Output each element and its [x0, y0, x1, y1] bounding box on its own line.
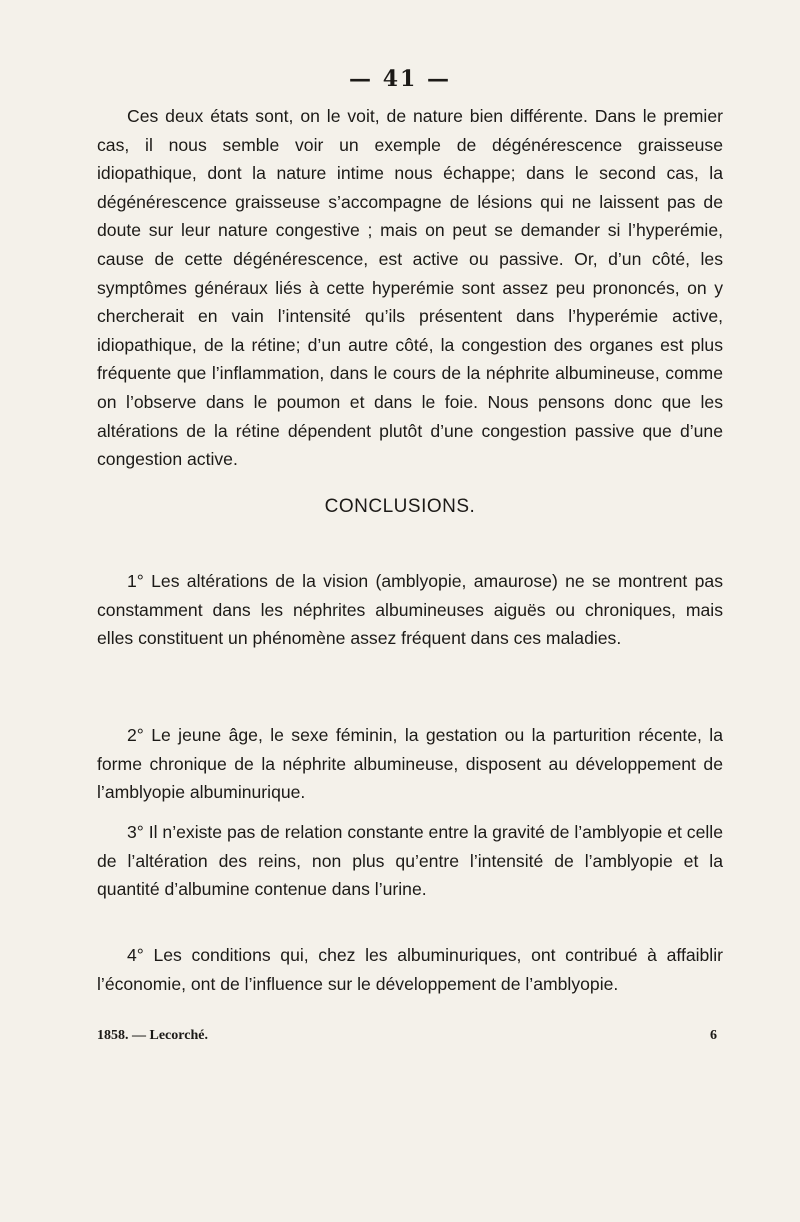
conclusion-4: 4° Les conditions qui, chez les albuminuriques, ont contribué à affaiblir l’économie, ont de l’influence sur le développement de l’amblyopie.	[97, 945, 723, 994]
conclusion-1: 1° Les altérations de la vision (amblyopie, amaurose) ne se montrent pas constamment dans les néphrites albumineuses aiguës ou chroniques, mais elles constituent un phénomène assez fréquent dans ces maladies.	[97, 571, 723, 649]
intro-paragraph: Ces deux états sont, on le voit, de nature bien différente. Dans le premier cas, il nous semble voir un exemple de dégénérescence graisseuse idiopathique, dont la nature intime nous échappe; dans le second cas, la dégénérescence graisseuse s’accompagne de lésions qui ne laissent pas de doute sur leur nature congestive ; mais on peut se demander si l’hyperémie, cause de cette dégénérescence, est active ou passive. Or, d’un côté, les symptômes généraux liés à cette hyperémie sont assez peu prononcés, on y chercherait en vain l’intensité qu’ils présentent dans l’hyperémie active, idiopathique, de la rétine; d’un autre côté, la congestion des organes est plus fréquente que l’inflammation, dans le cours de la néphrite albumineuse, comme on l’observe dans le poumon et dans le foie. Nous pensons donc que les altérations de la rétine dépendent plutôt d’une congestion passive que d’une congestion active.	[97, 106, 723, 470]
page-number: — 41 —	[349, 66, 451, 92]
page-footer	[97, 1028, 717, 1044]
conclusion-3: 3° Il n’existe pas de relation constante entre la gravité de l’amblyopie et celle de l’altération des reins, non plus qu’entre l’intensité de l’amblyopie et la quantité d’albumine contenue dans l’urine.	[97, 822, 723, 900]
sheet-mark: 6	[710, 1028, 717, 1043]
footer-signature: 1858. — Lecorché.	[97, 1028, 208, 1043]
section-heading: CONCLUSIONS.	[324, 496, 476, 517]
conclusion-2: 2° Le jeune âge, le sexe féminin, la gestation ou la parturition récente, la forme chronique de la néphrite albumineuse, disposent au développement de l’amblyopie albuminurique.	[97, 725, 723, 803]
